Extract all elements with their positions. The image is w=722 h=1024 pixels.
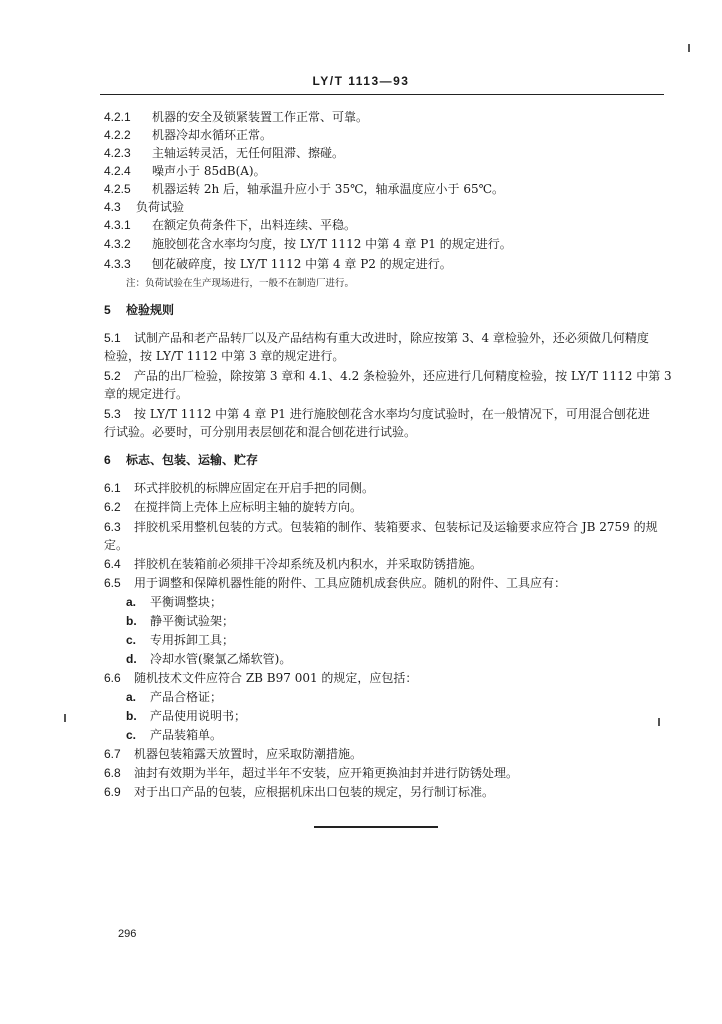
clause-text: 噪声小于 85dB(A)。 bbox=[152, 164, 266, 178]
note-line: 注：负荷试验在生产现场进行，一般不在制造厂进行。 bbox=[126, 278, 355, 289]
item-text: 产品装箱单。 bbox=[150, 728, 223, 742]
item-letter: c. bbox=[126, 633, 137, 647]
item-text: 产品合格证； bbox=[150, 690, 223, 704]
item-letter: c. bbox=[126, 728, 137, 742]
section-title: 标志、包装、运输、贮存 bbox=[126, 453, 259, 467]
clause-line bbox=[104, 519, 658, 535]
end-rule bbox=[314, 826, 438, 828]
standard-code-header: LY/T 1113—93 bbox=[312, 74, 410, 88]
clause-text: 刨花破碎度，按 LY/T 1112 中第 4 章 P2 的规定进行。 bbox=[152, 257, 452, 271]
clause-line bbox=[104, 109, 368, 125]
clause-number: 4.3.2 bbox=[104, 237, 131, 251]
clause-line bbox=[104, 199, 184, 215]
item-letter: a. bbox=[126, 690, 137, 704]
continuation-line: 定。 bbox=[104, 538, 129, 552]
clause-line bbox=[104, 163, 266, 179]
scan-speck bbox=[658, 718, 660, 726]
list-item bbox=[126, 727, 222, 743]
list-item bbox=[126, 632, 234, 648]
clause-line bbox=[104, 746, 362, 762]
clause-text: 油封有效期为半年，超过半年不安装，应开箱更换油封并进行防锈处理。 bbox=[134, 766, 519, 780]
clause-line bbox=[104, 556, 482, 572]
section-number: 5 bbox=[104, 303, 111, 317]
item-letter: b. bbox=[126, 709, 137, 723]
clause-number: 5.2 bbox=[104, 369, 121, 383]
list-item bbox=[126, 651, 291, 667]
clause-line bbox=[104, 256, 452, 272]
item-text: 静平衡试验架； bbox=[150, 614, 235, 628]
clause-text: 随机技术文件应符合 ZB B97 001 的规定，应包括： bbox=[134, 671, 418, 685]
clause-number: 6.9 bbox=[104, 785, 121, 799]
scan-speck bbox=[64, 714, 66, 722]
clause-number: 5.3 bbox=[104, 407, 121, 421]
clause-text: 负荷试验 bbox=[136, 200, 185, 214]
clause-line bbox=[104, 784, 494, 800]
clause-text: 机器冷却水循环正常。 bbox=[152, 128, 273, 142]
header-rule bbox=[100, 94, 664, 95]
section-heading bbox=[104, 302, 174, 318]
clause-number: 6.6 bbox=[104, 671, 121, 685]
clause-text: 施胶刨花含水率均匀度，按 LY/T 1112 中第 4 章 P1 的规定进行。 bbox=[152, 237, 512, 251]
section-heading bbox=[104, 452, 258, 468]
page-number: 296 bbox=[118, 928, 137, 940]
clause-text: 用于调整和保障机器性能的附件、工具应随机成套供应。随机的附件、工具应有： bbox=[134, 576, 567, 590]
clause-text: 机器的安全及锁紧装置工作正常、可靠。 bbox=[152, 110, 369, 124]
clause-line bbox=[104, 406, 650, 422]
clause-number: 4.3.3 bbox=[104, 257, 131, 271]
clause-line bbox=[104, 765, 518, 781]
clause-text: 试制产品和老产品转厂以及产品结构有重大改进时，除应按第 3、4 章检验外，还必须做几何精度 bbox=[134, 331, 649, 345]
clause-number: 6.3 bbox=[104, 520, 121, 534]
continuation-line: 行试验。必要时，可分别用表层刨花和混合刨花进行试验。 bbox=[104, 425, 417, 439]
item-letter: d. bbox=[126, 652, 137, 666]
section-title: 检验规则 bbox=[126, 303, 175, 317]
clause-number: 6.4 bbox=[104, 557, 121, 571]
clause-line bbox=[104, 575, 566, 591]
clause-number: 6.7 bbox=[104, 747, 121, 761]
clause-line bbox=[104, 499, 362, 515]
item-text: 产品使用说明书； bbox=[150, 709, 247, 723]
clause-text: 对于出口产品的包装，应根据机床出口包装的规定，另行制订标准。 bbox=[134, 785, 495, 799]
item-letter: a. bbox=[126, 595, 137, 609]
clause-number: 6.2 bbox=[104, 500, 121, 514]
clause-line bbox=[104, 181, 504, 197]
clause-number: 4.2.1 bbox=[104, 110, 131, 124]
clause-text: 拌胶机采用整机包装的方式。包装箱的制作、装箱要求、包装标记及运输要求应符合 JB 2759 的规 bbox=[134, 520, 658, 534]
clause-number: 4.2.2 bbox=[104, 128, 131, 142]
clause-number: 4.3.1 bbox=[104, 218, 131, 232]
list-item bbox=[126, 689, 222, 705]
clause-line bbox=[104, 330, 649, 346]
clause-line bbox=[104, 236, 512, 252]
continuation-line: 章的规定进行。 bbox=[104, 387, 189, 401]
clause-text: 在额定负荷条件下，出料连续、平稳。 bbox=[152, 218, 357, 232]
clause-text: 产品的出厂检验，除按第 3 章和 4.1、4.2 条检验外，还应进行几何精度检验，按 LY/T 1112 中第 3 bbox=[134, 369, 672, 383]
clause-text: 在搅拌筒上壳体上应标明主轴的旋转方向。 bbox=[134, 500, 363, 514]
clause-number: 4.2.5 bbox=[104, 182, 131, 196]
continuation-line: 检验，按 LY/T 1112 中第 3 章的规定进行。 bbox=[104, 349, 345, 363]
clause-text: 拌胶机在装箱前必须排干冷却系统及机内积水，并采取防锈措施。 bbox=[134, 557, 483, 571]
clause-number: 6.8 bbox=[104, 766, 121, 780]
clause-line bbox=[104, 368, 672, 384]
clause-text: 机器运转 2h 后，轴承温升应小于 35℃，轴承温度应小于 65℃。 bbox=[152, 182, 505, 196]
clause-text: 机器包装箱露天放置时，应采取防潮措施。 bbox=[134, 747, 363, 761]
clause-line bbox=[104, 480, 374, 496]
clause-number: 4.2.3 bbox=[104, 146, 131, 160]
clause-line bbox=[104, 145, 344, 161]
clause-number: 6.1 bbox=[104, 481, 121, 495]
clause-line bbox=[104, 127, 272, 143]
clause-text: 按 LY/T 1112 中第 4 章 P1 进行施胶刨花含水率均匀度试验时，在一般情况下，可用混合刨花进 bbox=[134, 407, 650, 421]
clause-number: 4.2.4 bbox=[104, 164, 131, 178]
item-text: 冷却水管(聚氯乙烯软管)。 bbox=[150, 652, 292, 666]
list-item bbox=[126, 613, 234, 629]
item-letter: b. bbox=[126, 614, 137, 628]
clause-text: 主轴运转灵活，无任何阻滞、擦碰。 bbox=[152, 146, 345, 160]
list-item bbox=[126, 708, 246, 724]
clause-line bbox=[104, 670, 417, 686]
clause-number: 6.5 bbox=[104, 576, 121, 590]
clause-number: 5.1 bbox=[104, 331, 121, 345]
item-text: 专用拆卸工具； bbox=[150, 633, 235, 647]
scan-speck bbox=[688, 44, 690, 52]
clause-text: 环式拌胶机的标牌应固定在开启手把的同侧。 bbox=[134, 481, 375, 495]
item-text: 平衡调整块； bbox=[150, 595, 223, 609]
clause-number: 4.3 bbox=[104, 200, 121, 214]
section-number: 6 bbox=[104, 453, 111, 467]
clause-line bbox=[104, 217, 356, 233]
list-item bbox=[126, 594, 222, 610]
